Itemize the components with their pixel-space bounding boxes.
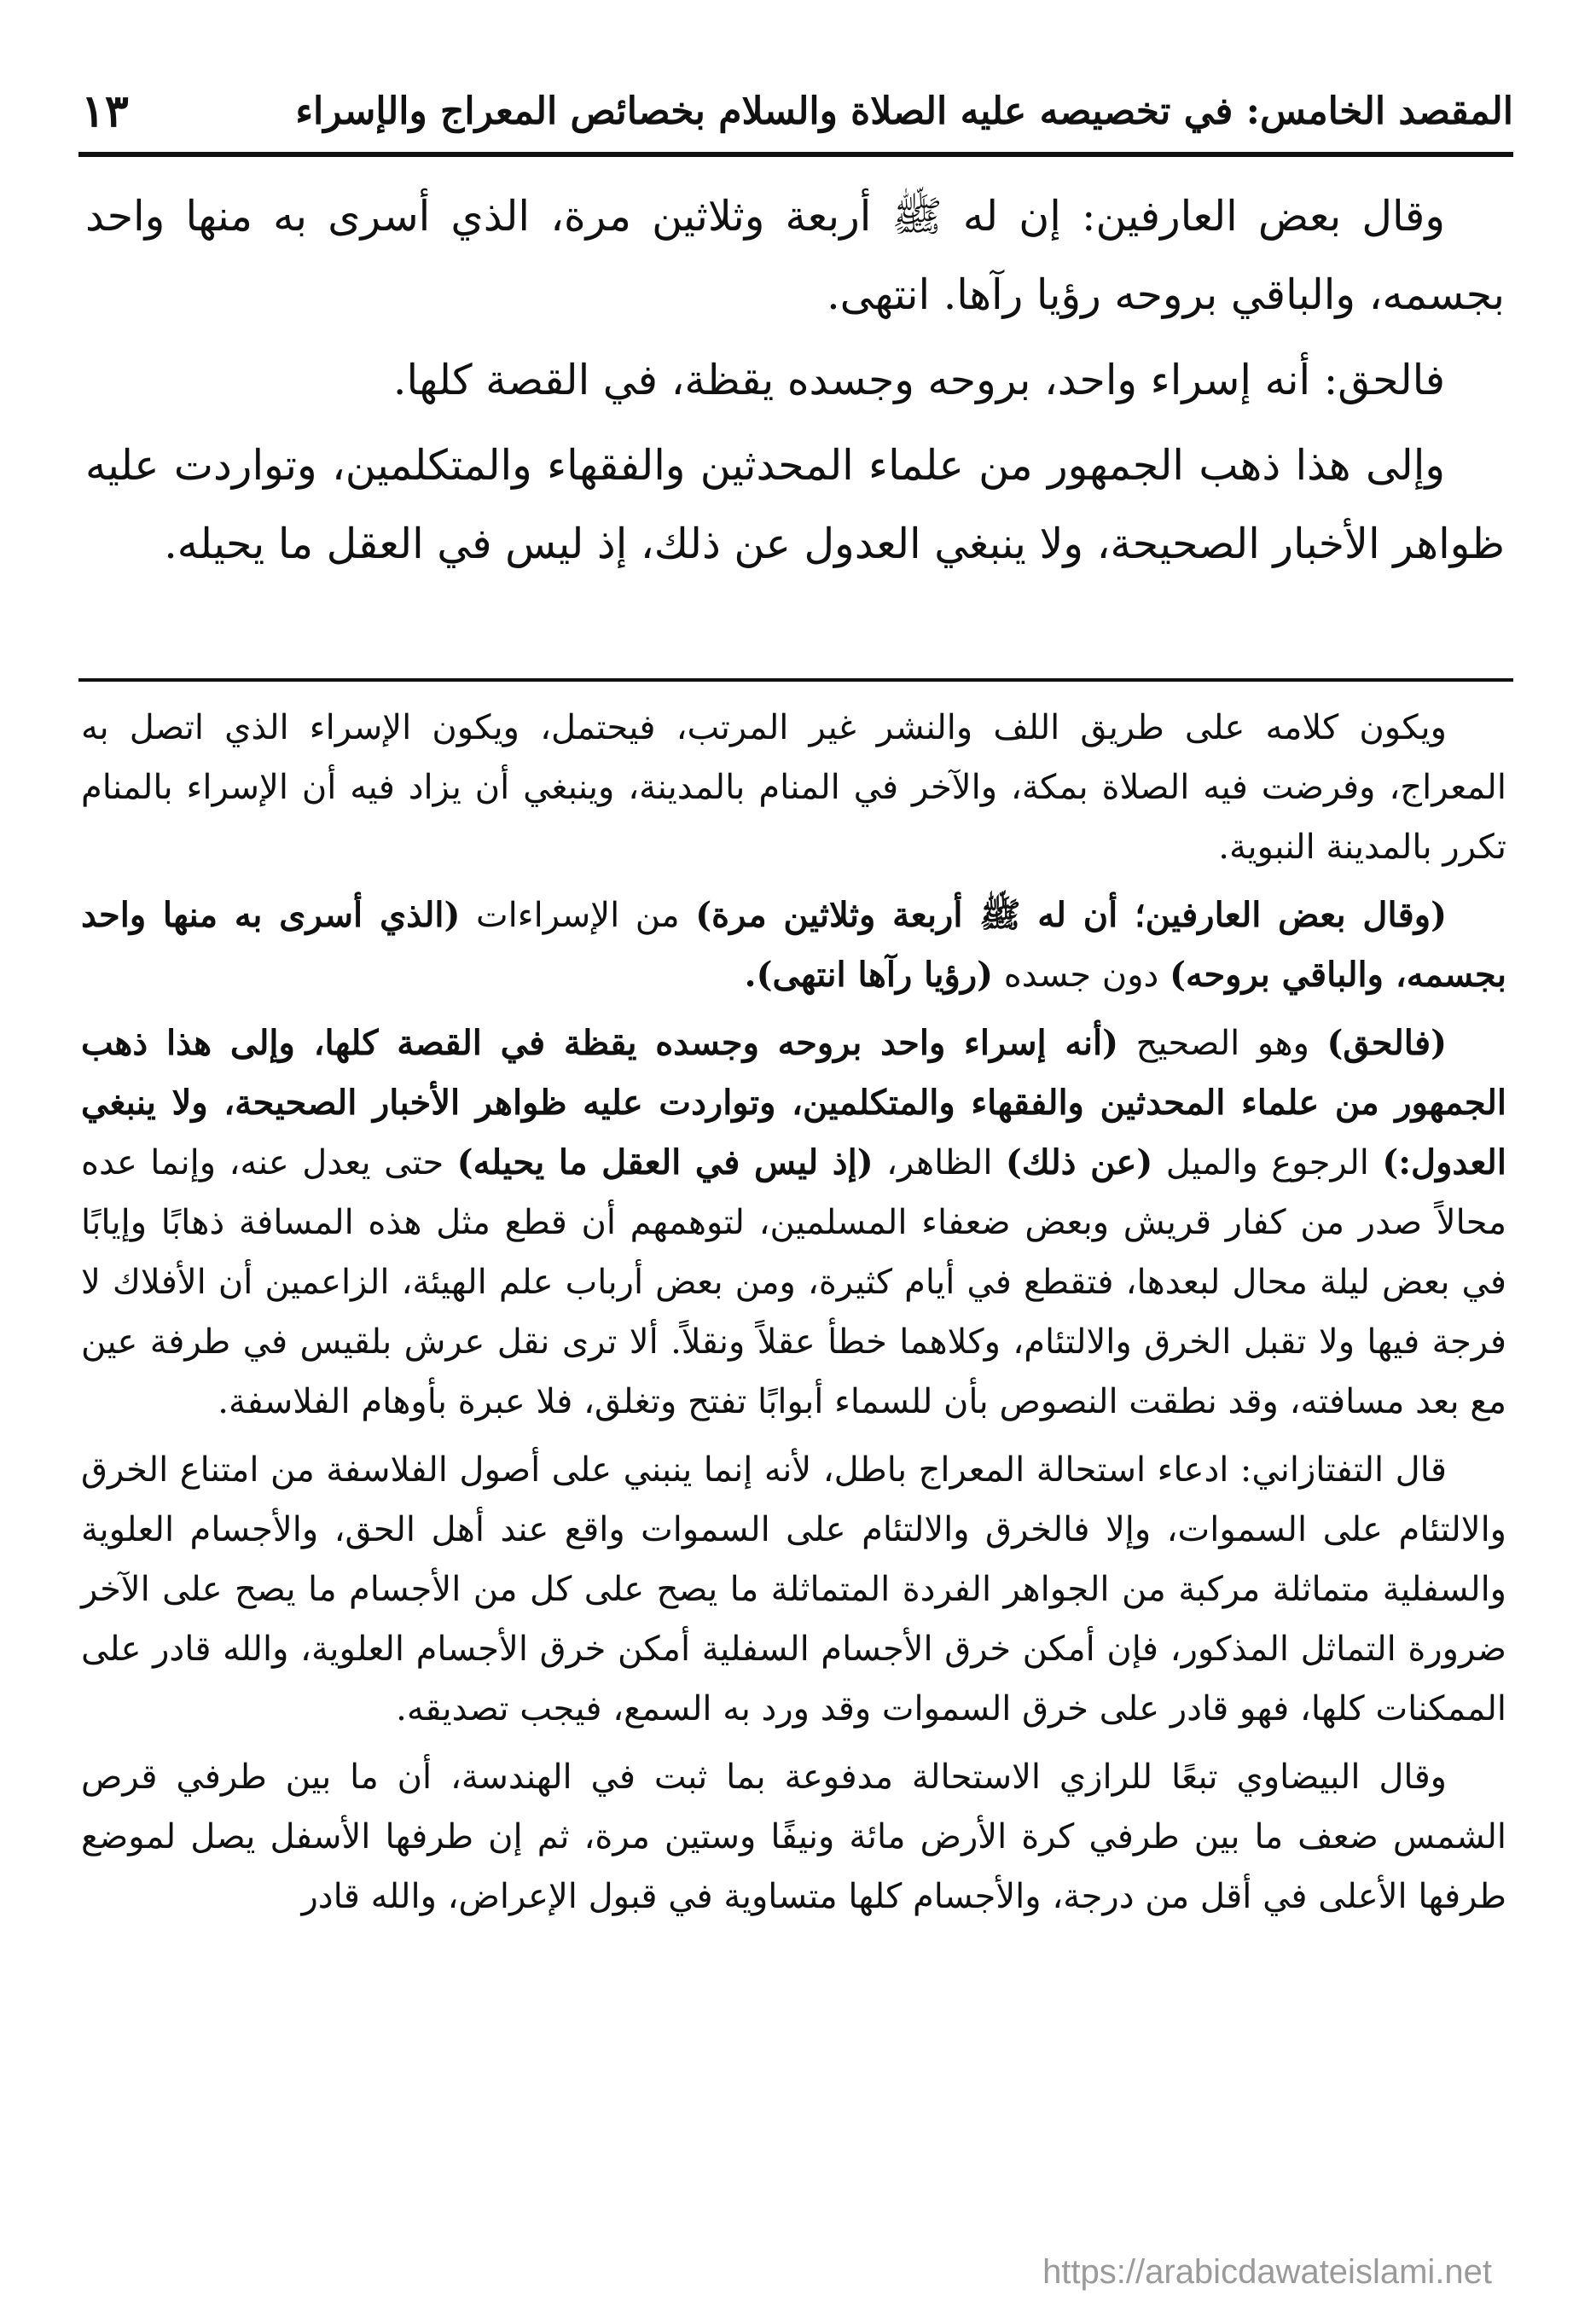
sharh-text: وهو الصحيح [1118, 1024, 1327, 1063]
running-head: المقصد الخامس: في تخصيصه عليه الصلاة والسلام بخصائص المعراج والإسراء [295, 89, 1513, 133]
commentary-separator [78, 678, 1513, 682]
quoted-matn: (الذي أسرى به منها واحد بجسمه، والباقي بروحه) [81, 895, 1506, 995]
commentary-paragraph-2 [81, 886, 1506, 1005]
main-paragraph-1: وقال بعض العارفين: إن له ﷺ أربعة وثلاثين مرة، الذي أسرى به منها واحد بجسمه، والباقي بروحه رؤيا رآها. انتهى. [85, 192, 1505, 319]
commentary-paragraph-3 [81, 1014, 1506, 1432]
commentary-paragraph-1: ويكون كلامه على طريق اللف والنشر غير المرتب، فيحتمل، ويكون الإسراء الذي اتصل به المعراج، وفرضت فيه الصلاة بمكة، والآخر في المنام بالمدينة، وينبغي أن يزاد فيه أن الإسراء بالمنام تكرر بالمدينة النبوية. [81, 708, 1506, 867]
quoted-matn: (عن ذلك) [1005, 1142, 1153, 1182]
commentary-text [81, 698, 1506, 1935]
quoted-matn: (وقال بعض العارفين؛ أن له ﷺ أربعة وثلاثين مرة) [695, 895, 1447, 935]
main-paragraph-2: فالحق: أنه إسراء واحد، بروحه وجسده يقظة، في القصة كلها. [392, 356, 1445, 404]
quoted-matn: (فالحق) [1326, 1023, 1447, 1063]
page-number: ١٣ [81, 84, 129, 137]
sharh-text: من الإسراءات [460, 896, 696, 935]
watermark-url: https://arabicdawateislami.net [1042, 2253, 1492, 2291]
sharh-text: الرجوع والميل [1152, 1143, 1383, 1182]
commentary-paragraph-5: وقال البيضاوي تبعًا للرازي الاستحالة مدفوعة بما ثبت في الهندسة، أن ما بين طرفي قرص الشمس ضعف ما بين طرفي كرة الأرض مائة ونيفًا وستين مرة، ثم إن طرفها الأسفل يصل لموضع طرفها الأعلى في أقل من درجة، والأجسام كلها متساوية في قبول الإعراض، والله قادر [81, 1758, 1506, 1916]
quoted-matn: (إذ ليس في العقل ما يحيله) [456, 1142, 874, 1182]
main-paragraph-3: وإلى هذا ذهب الجمهور من علماء المحدثين والفقهاء والمتكلمين، وتواردت عليه ظواهر الأخبار الصحيحة، ولا ينبغي العدول عن ذلك، إذ ليس في العقل ما يحيله. [85, 441, 1505, 568]
page-header [81, 85, 1513, 137]
main-text [85, 177, 1505, 590]
header-rule [78, 152, 1513, 157]
quoted-matn: (رؤيا رآها انتهى). [744, 955, 994, 995]
sharh-text: الظاهر، [873, 1143, 1006, 1182]
sharh-text: حتى يعدل عنه، وإنما عده محالاً صدر من كفار قريش وبعض ضعفاء المسلمين، لتوهمهم أن قطع مثل هذه المسافة ذهابًا وإيابًا في بعض ليلة محال لبعدها، فتقطع في أيام كثيرة، ومن بعض أرباب علم الهيئة، الزاعمين أن الأفلاك لا فرجة فيها ولا تقبل الخرق والالتئام، وكلاهما خطأ عقلاً ونقلاً. ألا ترى نقل عرش بلقيس في طرفة عين مع بعد مسافته، وقد نطقت النصوص بأن للسماء أبوابًا تفتح وتغلق، فلا عبرة بأوهام الفلاسفة. [81, 1143, 1506, 1421]
quoted-matn: (أنه إسراء واحد بروحه وجسده يقظة في القصة كلها، وإلى هذا ذهب الجمهور من علماء المحدثين والفقهاء والمتكلمين، وتواردت عليه ظواهر الأخبار الصحيحة، ولا ينبغي العدول:) [81, 1023, 1506, 1182]
sharh-text: دون جسده [993, 956, 1170, 995]
commentary-paragraph-4: قال التفتازاني: ادعاء استحالة المعراج باطل، لأنه إنما ينبني على أصول الفلاسفة من امتناع الخرق والالتئام على السموات، وإلا فالخرق والالتئام على السموات واقع عند أهل الحق، والأجسام العلوية والسفلية متماثلة مركبة من الجواهر الفردة المتماثلة ما يصح على كل من الأجسام ما يصح على الآخر ضرورة التماثل المذكور، فإن أمكن خرق الأجسام السفلية أمكن خرق الأجسام العلوية، والله قادر على الممكنات كلها، فهو قادر على خرق السموات وقد ورد به السمع، فيجب تصديقه. [81, 1450, 1506, 1728]
